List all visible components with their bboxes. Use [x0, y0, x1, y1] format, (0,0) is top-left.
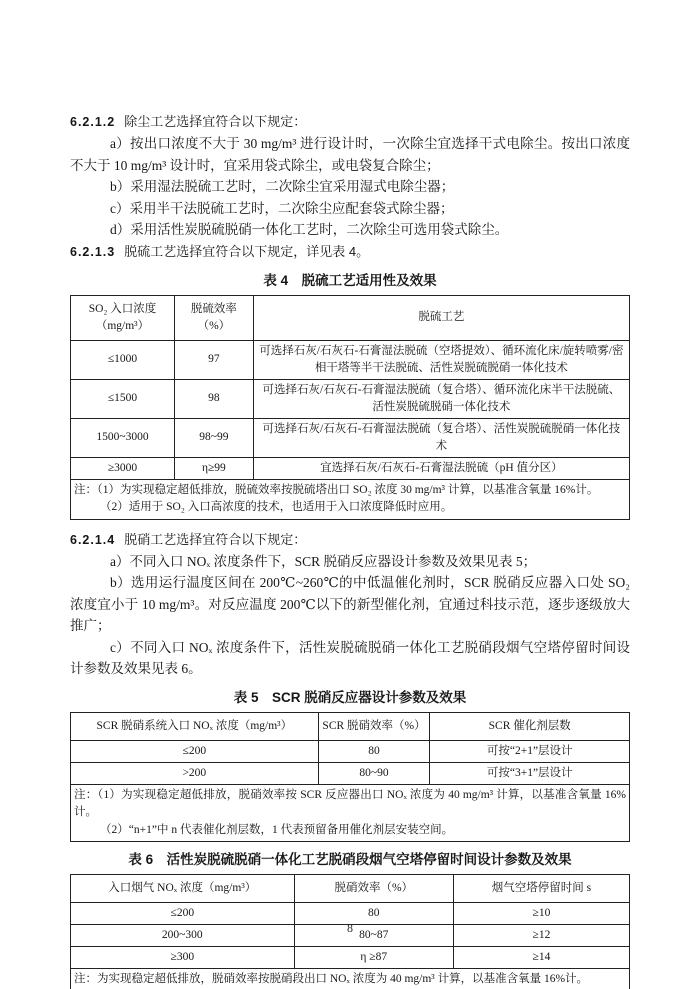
- table-note: [71, 784, 630, 842]
- list-item-c: c）采用半干法脱硫工艺时，二次除尘应配套袋式除尘器；: [110, 200, 454, 216]
- table-row: [71, 457, 630, 479]
- table-cell: 80~90: [318, 762, 430, 784]
- clause-6-2-1-2: [70, 111, 630, 133]
- clause-number: 6.2.1.3: [70, 244, 116, 259]
- table-row: [71, 418, 630, 457]
- table-cell: η≥99: [174, 457, 253, 479]
- list-item-d: d）采用活性炭脱硫脱硝一体化工艺时，二次除尘可选用袋式除尘。: [110, 222, 509, 237]
- clause-number: 6.2.1.4: [70, 532, 116, 547]
- table-cell: ≥3000: [71, 457, 175, 479]
- table-note-row: [71, 784, 630, 842]
- table-cell: 80~87: [294, 925, 453, 947]
- column-header: SCR 脱硝效率（%）: [318, 712, 430, 740]
- table-cell: ≥12: [453, 925, 629, 947]
- list-item-b: b）选用运行温度区间在 200℃~260℃的中低温催化剂时，SCR 脱硝反应器入口处 SO₂ 浓度宜小于 10 mg/m³。对反应温度 200℃以下的新型催化剂，宜通过科技示范，逐步逐级放大推广；: [70, 575, 630, 633]
- table-row: [71, 379, 630, 418]
- table-cell: ≤200: [71, 903, 295, 925]
- table-note: [71, 479, 630, 519]
- note-line: 注：（1）为实现稳定超低排放，脱硫效率按脱硫塔出口 SO₂ 浓度 30 mg/m³ 计算，以基准含氧量 16%计。: [74, 483, 599, 496]
- table-cell: 可选择石灰/石灰石-石膏湿法脱硫（空塔提效）、循环流化床/旋转喷雾/密相干塔等半干法脱硫、活性炭脱硫脱硝一体化技术: [253, 340, 629, 379]
- list-item-a: a）不同入口 NOₓ 浓度条件下，SCR 脱硝反应器设计参数及效果见表 5；: [110, 553, 537, 569]
- table-row: [71, 340, 630, 379]
- clause-6-2-1-3: [70, 241, 630, 263]
- table-note: [71, 969, 630, 989]
- column-header: 烟气空塔停留时间 s: [453, 875, 629, 903]
- table-cell: 98: [174, 379, 253, 418]
- table-header-row: [71, 295, 630, 340]
- table-cell: 可选择石灰/石灰石-石膏湿法脱硫（复合塔）、循环流化床半干法脱硫、活性炭脱硫脱硝一体化技术: [253, 379, 629, 418]
- table-cell: ≤1000: [71, 340, 175, 379]
- clause-title: 除尘工艺选择宜符合以下规定：: [124, 114, 307, 129]
- clause-number: 6.2.1.2: [70, 115, 116, 129]
- table-cell: ≥14: [453, 947, 629, 969]
- note-line: 注：（1）为实现稳定超低排放，脱硝效率按 SCR 反应器出口 NOₓ 浓度为 40 mg/m³ 计算，以基准含氧量 16%计。: [74, 788, 626, 818]
- table-cell: 可选择石灰/石灰石-石膏湿法脱硫（复合塔）、活性炭脱硫脱硝一体化技术: [253, 418, 629, 457]
- table-cell: 200~300: [71, 925, 295, 947]
- note-line: 注：为实现稳定超低排放，脱硝效率按脱硝段出口 NOₓ 浓度为 40 mg/m³ 计算，以基准含氧量 16%计。: [74, 973, 589, 985]
- table-row: [71, 740, 630, 762]
- column-header: SCR 脱硝系统入口 NOₓ 浓度（mg/m³）: [71, 712, 319, 740]
- table-cell: ≥10: [453, 903, 629, 925]
- table-cell: 98~99: [174, 418, 253, 457]
- clause-6-2-1-4: [70, 529, 630, 551]
- table-cell: ≤200: [71, 740, 319, 762]
- list-item-a: a）按出口浓度不大于 30 mg/m³ 进行设计时，一次除尘宜选择干式电除尘。按出口浓度不大于 10 mg/m³ 设计时，宜采用袋式除尘，或电袋复合除尘；: [70, 136, 630, 173]
- table-6-caption: 表 6 活性炭脱硫脱硝一体化工艺脱硝段烟气空塔停留时间设计参数及效果: [128, 852, 572, 867]
- table-cell: 97: [174, 340, 253, 379]
- table-row: [71, 762, 630, 784]
- page-number: 8: [347, 921, 353, 935]
- column-header: SCR 催化剂层数: [430, 712, 630, 740]
- table-cell: ≥300: [71, 947, 295, 969]
- table-4-caption: 表 4 脱硫工艺适用性及效果: [263, 272, 437, 288]
- table-cell: η ≥87: [294, 947, 453, 969]
- clause-title: 脱硝工艺选择宜符合以下规定：: [124, 531, 307, 547]
- list-item-b: b）采用湿法脱硫工艺时，二次除尘宜采用湿式电除尘器；: [110, 179, 455, 194]
- table-row: [71, 947, 630, 969]
- table-header-row: [71, 875, 630, 903]
- table-cell: ≤1500: [71, 379, 175, 418]
- table-cell: 80: [294, 903, 453, 925]
- table-cell: 1500~3000: [71, 418, 175, 457]
- table-cell: >200: [71, 762, 319, 784]
- table-4: [70, 295, 630, 520]
- list-item-c: c）不同入口 NOₓ 浓度条件下，活性炭脱硫脱硝一体化工艺脱硝段烟气空塔停留时间设计参数及效果见表 6。: [70, 639, 630, 676]
- column-header: 脱硝效率（%）: [294, 875, 453, 903]
- column-header: 入口烟气 NOₓ 浓度（mg/m³）: [71, 875, 295, 903]
- table-cell: 可按“2+1”层设计: [430, 740, 630, 762]
- clause-title: 脱硫工艺选择宜符合以下规定，详见表 4。: [124, 243, 370, 259]
- column-header: 脱硫工艺: [253, 295, 629, 340]
- column-header: SO₂ 入口浓度（mg/m³）: [71, 295, 175, 340]
- note-line: （2）“n+1”中 n 代表催化剂层数，1 代表预留备用催化剂层安装空间。: [100, 823, 454, 836]
- table-note-row: [71, 969, 630, 989]
- table-cell: 宜选择石灰/石灰石-石膏湿法脱硫（pH 值分区）: [253, 457, 629, 479]
- table-cell: 80: [318, 740, 430, 762]
- page-content: [70, 111, 630, 989]
- note-line: （2）适用于 SO₂ 入口高浓度的技术，也适用于入口浓度降低时应用。: [100, 501, 453, 513]
- table-note-row: [71, 479, 630, 519]
- table-cell: 可按“3+1”层设计: [430, 762, 630, 784]
- table-5-caption: 表 5 SCR 脱硝反应器设计参数及效果: [233, 689, 467, 705]
- table-header-row: [71, 712, 630, 740]
- column-header: 脱硫效率（%）: [174, 295, 253, 340]
- table-5: [70, 712, 630, 843]
